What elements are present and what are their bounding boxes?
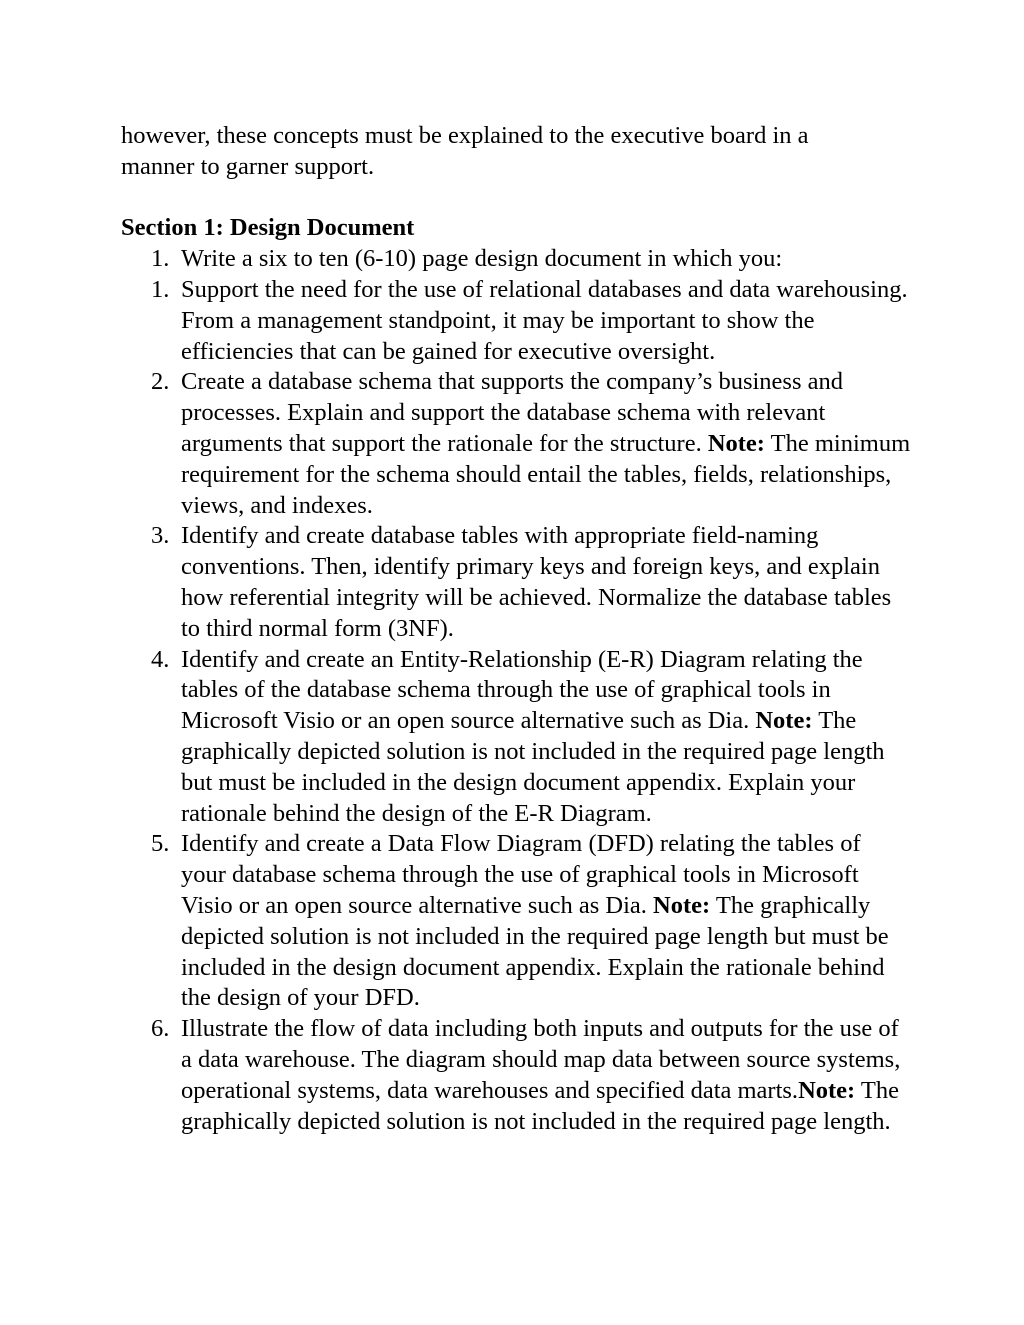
list-item-note-text: The minimum requirement for the schema should entail the tables, fields, relationships, views, and indexes. [181, 429, 911, 519]
requirements-list [121, 244, 911, 1137]
list-item-number: 2. [151, 368, 170, 396]
list-item-text: Illustrate the flow of data including both inputs and outputs for the use of a data warehouse. The diagram should map data between source systems, operational systems, data warehouses and specified data marts. [181, 1015, 901, 1104]
section-heading: Section 1: Design Document [121, 214, 415, 242]
list-item-note-text: The graphically depicted solution is not included in the required page length but must be included in the design document appendix. Explain your rationale behind the design of the E-R Diagram. [181, 707, 885, 827]
list-item-text: Support the need for the use of relational databases and data warehousing. From a management standpoint, it may be important to show the efficiencies that can be gained for executive oversight. [181, 275, 908, 365]
intro-paragraph [121, 121, 911, 183]
list-item-text: Write a six to ten (6-10) page design document in which you: [181, 245, 783, 273]
intro-line-1: however, these concepts must be explained to the executive board in a [121, 122, 809, 149]
list-item-number: 6. [151, 1015, 170, 1043]
note-label: Note: [755, 707, 813, 735]
list-item-number: 1. [151, 275, 170, 303]
list-item [121, 521, 911, 644]
list-item-text: Identify and create an Entity-Relationship (E-R) Diagram relating the tables of the database schema through the use of graphical tools in Microsoft Visio or an open source alternative such as Dia. [181, 645, 863, 735]
list-item-number: 4. [151, 645, 170, 673]
note-label: Note: [653, 891, 711, 919]
note-label: Note: [707, 429, 765, 457]
list-item [121, 829, 911, 1014]
list-item [121, 275, 911, 367]
list-item-note-text: The graphically depicted solution is not included in the required page length. [181, 1076, 899, 1135]
list-item-number: 3. [151, 522, 170, 550]
list-item-note-text: The graphically depicted solution is not included in the required page length but must be included in the design document appendix. Explain the rationale behind the design of your DFD. [181, 891, 889, 1012]
list-item-number: 5. [151, 830, 170, 858]
list-item-text: Create a database schema that supports the company’s business and processes. Explain and support the database schema with relevant arguments that support the rationale for the structure. [181, 368, 843, 457]
list-item [121, 1014, 911, 1137]
list-item-number: 1. [151, 245, 170, 273]
document-page [121, 121, 911, 1137]
intro-line-2: manner to garner support. [121, 152, 375, 180]
list-item-text: Identify and create a Data Flow Diagram (DFD) relating the tables of your database schema through the use of graphical tools in Microsoft Visio or an open source alternative such as Dia. [181, 830, 861, 919]
list-item-text: Identify and create database tables with appropriate field-naming conventions. Then, identify primary keys and foreign keys, and explain how referential integrity will be achieved. Normalize the database tables to third normal form (3NF). [181, 522, 892, 642]
note-label: Note: [798, 1076, 856, 1104]
list-item [121, 244, 911, 275]
list-item [121, 367, 911, 521]
list-item [121, 645, 911, 830]
